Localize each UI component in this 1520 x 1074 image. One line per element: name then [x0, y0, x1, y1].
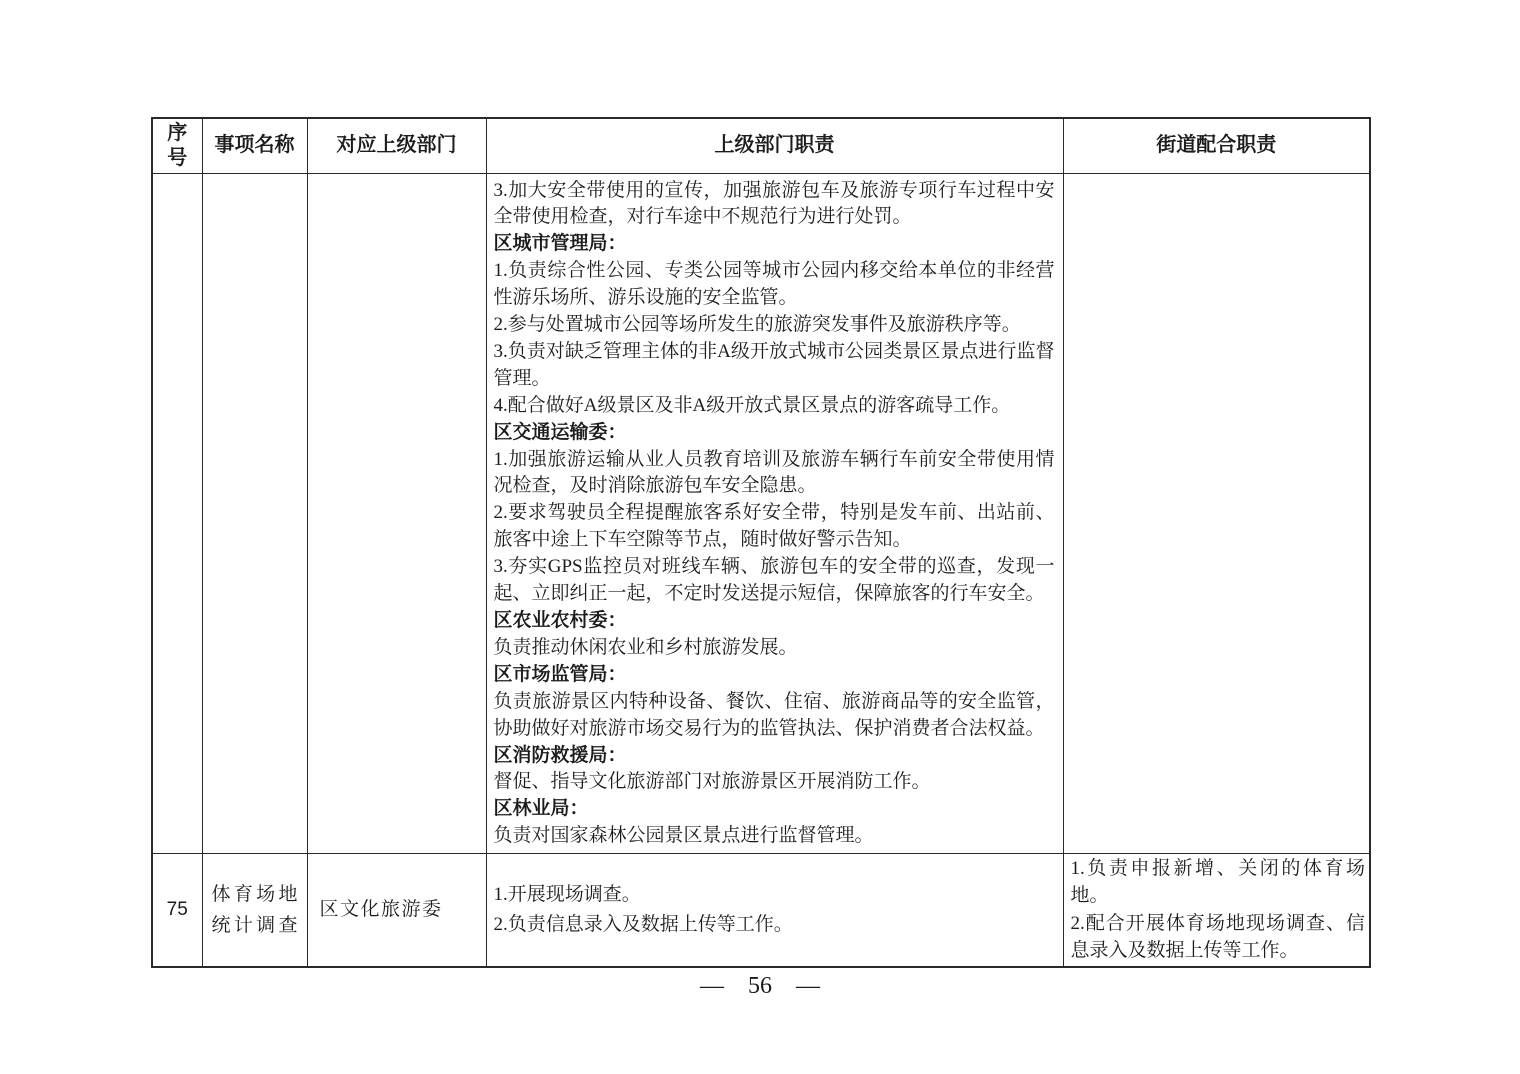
duty-paragraph: 4.配合做好A级景区及非A级开放式景区景点的游客疏导工作。	[493, 394, 1011, 416]
duty-paragraph: 1.开展现场调查。	[493, 883, 641, 905]
cell-superior-dept: 区文化旅游委	[307, 853, 486, 967]
department-heading: 区林业局：	[493, 798, 589, 820]
department-heading: 区市场监管局：	[493, 663, 627, 685]
department-heading: 区农业农村委：	[493, 610, 627, 631]
header-seq: 序号	[152, 118, 202, 173]
cell-item-name	[202, 173, 307, 853]
header-superior-duties: 上级部门职责	[486, 118, 1063, 173]
duty-paragraph: 负责对国家森林公园景区景点进行监督管理。	[493, 825, 874, 847]
department-heading: 区消防救援局：	[493, 744, 627, 766]
header-item-name: 事项名称	[202, 118, 307, 173]
department-heading: 区交通运输委：	[493, 421, 627, 443]
duty-paragraph: 负责旅游景区内特种设备、餐饮、住宿、旅游商品等的安全监管，协助做好对旅游市场交易行为的监管执法、保护消费者合法权益。	[493, 690, 1055, 739]
responsibility-table	[151, 117, 1371, 968]
department-heading: 区城市管理局：	[493, 233, 627, 255]
cell-item-name: 体育场地统计调查	[202, 853, 307, 967]
table-row-continuation	[152, 173, 1370, 853]
duty-paragraph: 负责推动休闲农业和乡村旅游发展。	[493, 636, 798, 658]
duty-paragraph: 3.夯实GPS监控员对班线车辆、旅游包车的安全带的巡查，发现一起、立即纠正一起，不定时发送提示短信，保障旅客的行车安全。	[493, 556, 1055, 605]
cell-street-duties	[1063, 853, 1370, 967]
cell-seq: 75	[152, 853, 202, 967]
cell-seq	[152, 173, 202, 853]
duty-paragraph: 3.负责对缺乏管理主体的非A级开放式城市公园类景区景点进行监督管理。	[493, 340, 1055, 389]
header-street-duties: 街道配合职责	[1063, 118, 1370, 173]
duty-paragraph: 3.加大安全带使用的宣传，加强旅游包车及旅游专项行车过程中安全带使用检查，对行车途中不规范行为进行处罚。	[493, 179, 1055, 228]
duty-paragraph: 督促、指导文化旅游部门对旅游景区开展消防工作。	[493, 771, 931, 793]
duty-paragraph: 2.参与处置城市公园等场所发生的旅游突发事件及旅游秩序等。	[493, 314, 1021, 336]
page-number: — 56 —	[700, 973, 820, 999]
duty-paragraph: 1.负责综合性公园、专类公园等城市公园内移交给本单位的非经营性游乐场所、游乐设施的安全监管。	[493, 260, 1055, 309]
table-header-row	[152, 118, 1370, 173]
table-row-75	[152, 853, 1370, 967]
duty-paragraph: 2.负责信息录入及数据上传等工作。	[493, 913, 793, 935]
cell-superior-dept	[307, 173, 486, 853]
cell-superior-duties	[486, 173, 1063, 853]
duty-paragraph: 1.负责申报新增、关闭的体育场地。	[1070, 857, 1365, 906]
cell-superior-duties	[486, 853, 1063, 967]
duty-paragraph: 1.加强旅游运输从业人员教育培训及旅游车辆行车前安全带使用情况检查，及时消除旅游包车安全隐患。	[493, 448, 1055, 497]
cell-street-duties	[1063, 173, 1370, 853]
duty-paragraph: 2.配合开展体育场地现场调查、信息录入及数据上传等工作。	[1070, 912, 1365, 961]
duty-paragraph: 2.要求驾驶员全程提醒旅客系好安全带，特别是发车前、出站前、旅客中途上下车空隙等节点，随时做好警示告知。	[493, 502, 1055, 551]
header-superior-dept: 对应上级部门	[307, 118, 486, 173]
